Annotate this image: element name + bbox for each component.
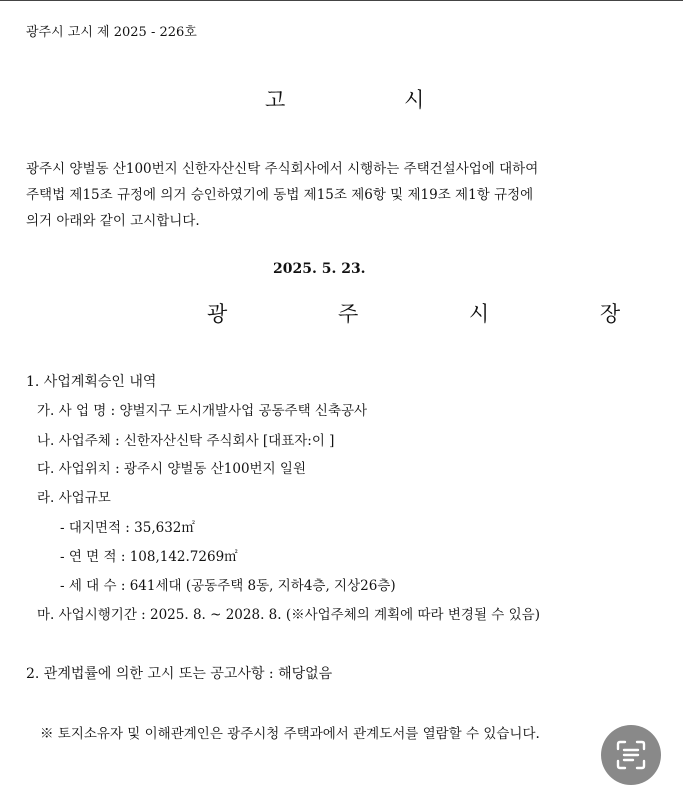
text-scan-button[interactable]	[601, 725, 661, 785]
household-count-item: - 세 대 수 : 641세대 (공동주택 8동, 지하4층, 지상26층)	[60, 578, 396, 594]
intro-line-3: 의거 아래와 같이 고시합니다.	[26, 213, 200, 229]
project-name-item: 가. 사 업 명 : 양벌지구 도시개발사업 공동주택 신축공사	[37, 403, 368, 419]
intro-line-2: 주택법 제15조 규정에 의거 승인하였기에 동법 제15조 제6항 및 제19조 제1항 규정에	[26, 187, 534, 203]
footnote: ※ 토지소유자 및 이해관계인은 광주시청 주택과에서 관계도서를 열람할 수 있습니다.	[40, 726, 540, 742]
project-location-item: 다. 사업위치 : 광주시 양벌동 산100번지 일원	[37, 461, 307, 477]
section-2-heading: 2. 관계법률에 의한 고시 또는 공고사항 : 해당없음	[26, 666, 333, 682]
intro-line-1: 광주시 양벌동 산100번지 신한자산신탁 주식회사에서 시행하는 주택건설사업에 대하여	[26, 161, 539, 177]
site-area-item: - 대지면적 : 35,632㎡	[60, 520, 195, 536]
project-period-item: 마. 사업시행기간 : 2025. 8. ~ 2028. 8. (※사업주체의 계획에 따라 변경될 수 있음)	[37, 607, 540, 623]
notice-number: 광주시 고시 제 2025 - 226호	[26, 25, 197, 40]
project-scale-item: 라. 사업규모	[37, 490, 111, 506]
document-title: 고 시	[265, 88, 481, 112]
text-scan-icon	[614, 738, 648, 772]
top-border-line	[0, 0, 683, 1]
issuer-name: 광 주 시 장	[207, 302, 673, 326]
section-1-heading: 1. 사업계획승인 내역	[26, 374, 157, 390]
floor-area-item: - 연 면 적 : 108,142.7269㎡	[60, 549, 238, 565]
notice-date: 2025. 5. 23.	[273, 261, 366, 277]
project-owner-item: 나. 사업주체 : 신한자산신탁 주식회사 [대표자:이 ]	[37, 433, 335, 449]
